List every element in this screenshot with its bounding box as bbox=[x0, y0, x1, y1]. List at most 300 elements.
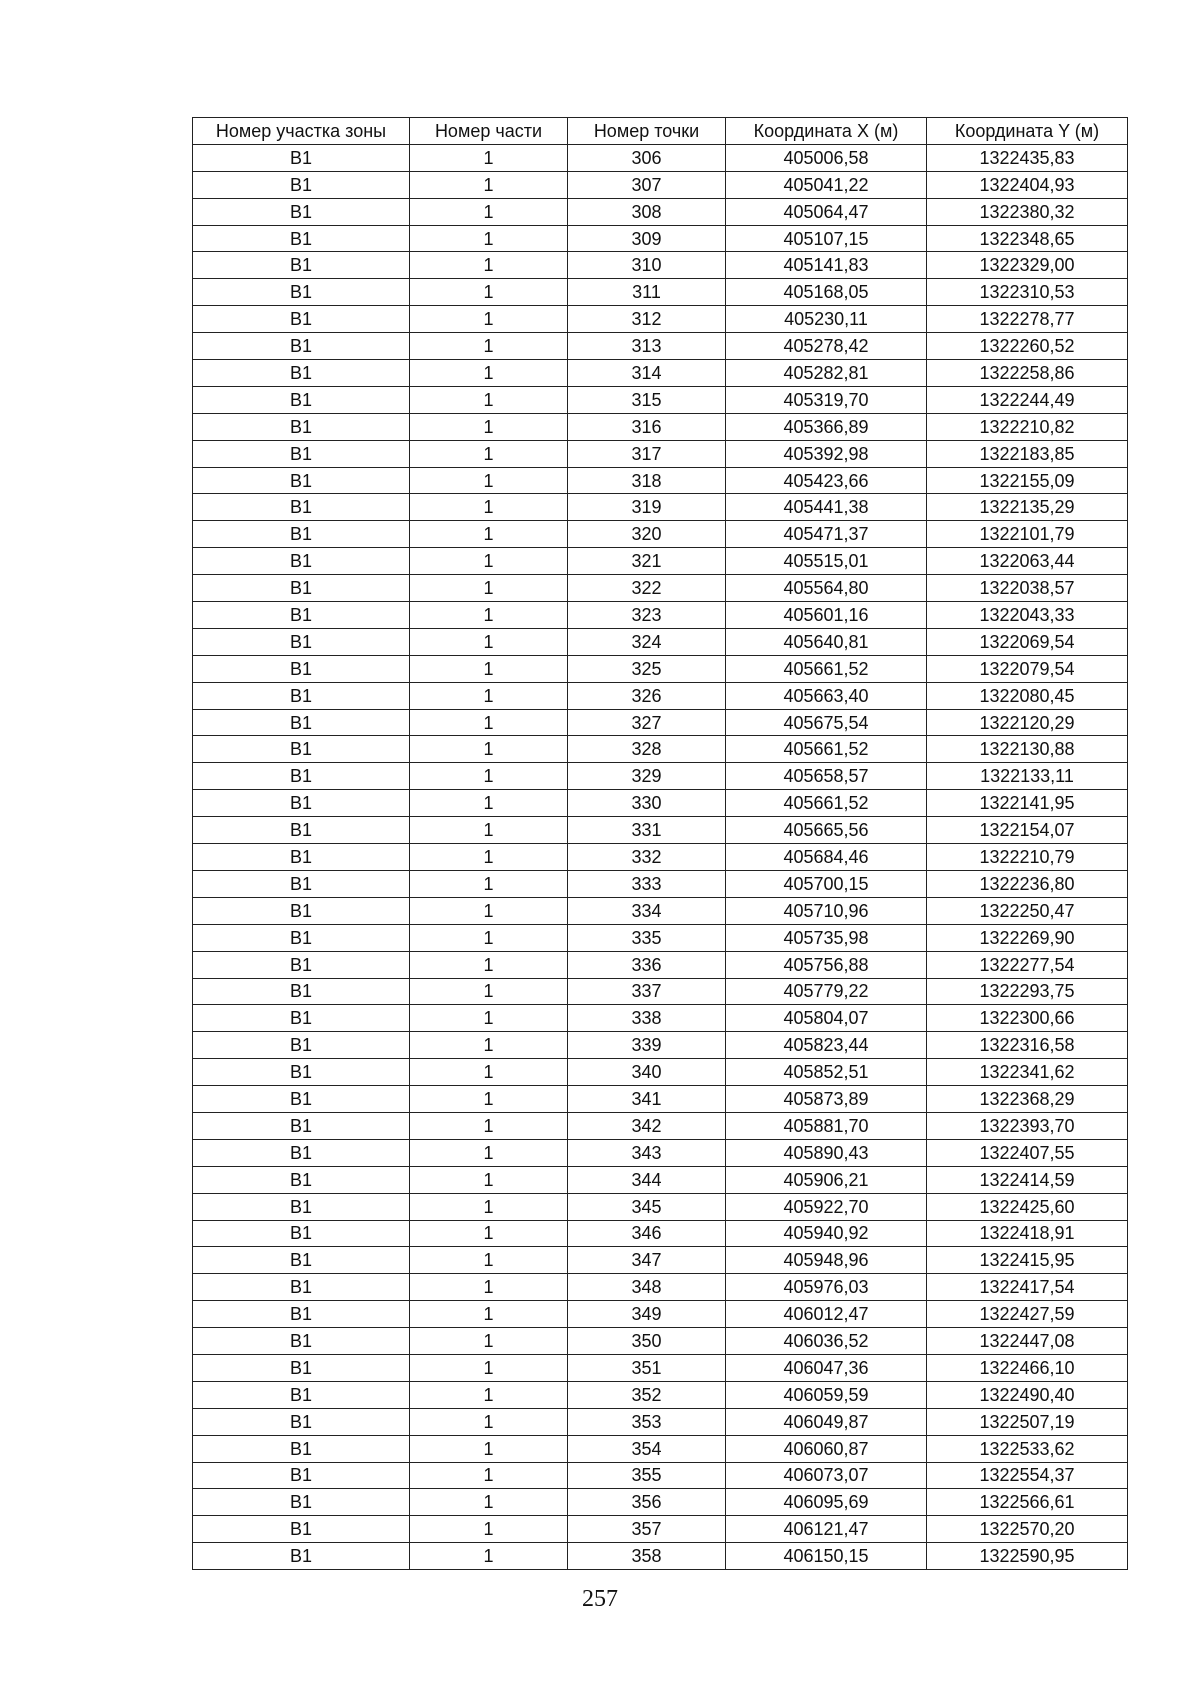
coordinate-x-cell: 405168,05 bbox=[726, 279, 927, 306]
coordinate-x-cell: 405441,38 bbox=[726, 494, 927, 521]
coordinate-x-cell: 405658,57 bbox=[726, 763, 927, 790]
part-number-cell: 1 bbox=[410, 1301, 568, 1328]
zone-section-cell: В1 bbox=[193, 467, 410, 494]
zone-section-cell: В1 bbox=[193, 171, 410, 198]
part-number-cell: 1 bbox=[410, 198, 568, 225]
table-row bbox=[193, 306, 1128, 333]
table-row bbox=[193, 951, 1128, 978]
coordinate-y-cell: 1322210,79 bbox=[927, 844, 1128, 871]
zone-section-cell: В1 bbox=[193, 279, 410, 306]
coordinate-y-cell: 1322130,88 bbox=[927, 736, 1128, 763]
coordinate-y-cell: 1322533,62 bbox=[927, 1435, 1128, 1462]
coordinate-x-cell: 405564,80 bbox=[726, 575, 927, 602]
part-number-cell: 1 bbox=[410, 1220, 568, 1247]
table-row bbox=[193, 386, 1128, 413]
zone-section-cell: В1 bbox=[193, 521, 410, 548]
coordinate-y-cell: 1322079,54 bbox=[927, 655, 1128, 682]
part-number-cell: 1 bbox=[410, 1381, 568, 1408]
coordinate-y-cell: 1322183,85 bbox=[927, 440, 1128, 467]
zone-section-cell: В1 bbox=[193, 1462, 410, 1489]
zone-section-cell: В1 bbox=[193, 1005, 410, 1032]
zone-section-cell: В1 bbox=[193, 1489, 410, 1516]
table-row bbox=[193, 1435, 1128, 1462]
coordinate-y-cell: 1322407,55 bbox=[927, 1139, 1128, 1166]
coordinate-y-cell: 1322415,95 bbox=[927, 1247, 1128, 1274]
point-number-cell: 318 bbox=[568, 467, 726, 494]
zone-section-cell: В1 bbox=[193, 978, 410, 1005]
coordinate-y-cell: 1322080,45 bbox=[927, 682, 1128, 709]
part-number-cell: 1 bbox=[410, 1032, 568, 1059]
point-number-cell: 309 bbox=[568, 225, 726, 252]
zone-section-cell: В1 bbox=[193, 548, 410, 575]
zone-section-cell: В1 bbox=[193, 144, 410, 171]
zone-section-cell: В1 bbox=[193, 1354, 410, 1381]
table-row bbox=[193, 844, 1128, 871]
coordinate-x-cell: 406012,47 bbox=[726, 1301, 927, 1328]
coordinate-y-cell: 1322236,80 bbox=[927, 870, 1128, 897]
zone-section-cell: В1 bbox=[193, 1059, 410, 1086]
table-row bbox=[193, 709, 1128, 736]
coordinate-y-cell: 1322210,82 bbox=[927, 413, 1128, 440]
coordinate-x-cell: 405779,22 bbox=[726, 978, 927, 1005]
coordinate-x-cell: 406060,87 bbox=[726, 1435, 927, 1462]
part-number-cell: 1 bbox=[410, 1193, 568, 1220]
part-number-cell: 1 bbox=[410, 1489, 568, 1516]
zone-section-cell: В1 bbox=[193, 494, 410, 521]
coordinate-x-cell: 406047,36 bbox=[726, 1354, 927, 1381]
part-number-cell: 1 bbox=[410, 763, 568, 790]
table-row bbox=[193, 1462, 1128, 1489]
point-number-cell: 319 bbox=[568, 494, 726, 521]
part-number-cell: 1 bbox=[410, 467, 568, 494]
point-number-cell: 311 bbox=[568, 279, 726, 306]
point-number-cell: 336 bbox=[568, 951, 726, 978]
point-number-cell: 358 bbox=[568, 1543, 726, 1570]
part-number-cell: 1 bbox=[410, 682, 568, 709]
coordinate-x-cell: 405661,52 bbox=[726, 655, 927, 682]
coordinate-x-cell: 406073,07 bbox=[726, 1462, 927, 1489]
table-row bbox=[193, 1247, 1128, 1274]
zone-section-cell: В1 bbox=[193, 225, 410, 252]
coordinate-y-cell: 1322380,32 bbox=[927, 198, 1128, 225]
part-number-cell: 1 bbox=[410, 736, 568, 763]
part-number-cell: 1 bbox=[410, 171, 568, 198]
part-number-cell: 1 bbox=[410, 1139, 568, 1166]
coordinate-y-cell: 1322310,53 bbox=[927, 279, 1128, 306]
part-number-cell: 1 bbox=[410, 655, 568, 682]
point-number-cell: 329 bbox=[568, 763, 726, 790]
table-header-row bbox=[193, 118, 1128, 145]
point-number-cell: 307 bbox=[568, 171, 726, 198]
table-row bbox=[193, 978, 1128, 1005]
part-number-cell: 1 bbox=[410, 709, 568, 736]
zone-section-cell: В1 bbox=[193, 1166, 410, 1193]
coordinate-x-cell: 405873,89 bbox=[726, 1086, 927, 1113]
coordinate-y-cell: 1322269,90 bbox=[927, 924, 1128, 951]
coordinate-y-cell: 1322554,37 bbox=[927, 1462, 1128, 1489]
table-row bbox=[193, 602, 1128, 629]
coordinate-y-cell: 1322244,49 bbox=[927, 386, 1128, 413]
coordinate-x-cell: 405890,43 bbox=[726, 1139, 927, 1166]
header-part-number: Номер части bbox=[410, 118, 568, 145]
table-row bbox=[193, 817, 1128, 844]
coordinate-y-cell: 1322101,79 bbox=[927, 521, 1128, 548]
table-row bbox=[193, 279, 1128, 306]
point-number-cell: 344 bbox=[568, 1166, 726, 1193]
table-row bbox=[193, 924, 1128, 951]
table-row bbox=[193, 252, 1128, 279]
table-row bbox=[193, 1408, 1128, 1435]
table-row bbox=[193, 1328, 1128, 1355]
part-number-cell: 1 bbox=[410, 1059, 568, 1086]
table-row bbox=[193, 440, 1128, 467]
zone-section-cell: В1 bbox=[193, 1435, 410, 1462]
zone-section-cell: В1 bbox=[193, 1301, 410, 1328]
table-row bbox=[193, 521, 1128, 548]
part-number-cell: 1 bbox=[410, 575, 568, 602]
point-number-cell: 330 bbox=[568, 790, 726, 817]
zone-section-cell: В1 bbox=[193, 575, 410, 602]
coordinate-x-cell: 405940,92 bbox=[726, 1220, 927, 1247]
coordinate-x-cell: 405852,51 bbox=[726, 1059, 927, 1086]
part-number-cell: 1 bbox=[410, 225, 568, 252]
coordinate-x-cell: 405948,96 bbox=[726, 1247, 927, 1274]
point-number-cell: 337 bbox=[568, 978, 726, 1005]
point-number-cell: 331 bbox=[568, 817, 726, 844]
coordinate-y-cell: 1322258,86 bbox=[927, 360, 1128, 387]
part-number-cell: 1 bbox=[410, 548, 568, 575]
coordinate-y-cell: 1322414,59 bbox=[927, 1166, 1128, 1193]
header-coordinate-x: Координата X (м) bbox=[726, 118, 927, 145]
coordinate-x-cell: 405041,22 bbox=[726, 171, 927, 198]
coordinate-x-cell: 406121,47 bbox=[726, 1516, 927, 1543]
coordinate-x-cell: 405282,81 bbox=[726, 360, 927, 387]
part-number-cell: 1 bbox=[410, 333, 568, 360]
table-row bbox=[193, 1543, 1128, 1570]
table-row bbox=[193, 790, 1128, 817]
part-number-cell: 1 bbox=[410, 924, 568, 951]
coordinate-y-cell: 1322570,20 bbox=[927, 1516, 1128, 1543]
table-row bbox=[193, 1139, 1128, 1166]
point-number-cell: 317 bbox=[568, 440, 726, 467]
part-number-cell: 1 bbox=[410, 817, 568, 844]
zone-section-cell: В1 bbox=[193, 252, 410, 279]
point-number-cell: 355 bbox=[568, 1462, 726, 1489]
part-number-cell: 1 bbox=[410, 1408, 568, 1435]
point-number-cell: 313 bbox=[568, 333, 726, 360]
part-number-cell: 1 bbox=[410, 1247, 568, 1274]
part-number-cell: 1 bbox=[410, 521, 568, 548]
coordinate-y-cell: 1322120,29 bbox=[927, 709, 1128, 736]
point-number-cell: 323 bbox=[568, 602, 726, 629]
coordinate-x-cell: 405710,96 bbox=[726, 897, 927, 924]
point-number-cell: 324 bbox=[568, 628, 726, 655]
coordinate-x-cell: 406059,59 bbox=[726, 1381, 927, 1408]
table-body bbox=[193, 144, 1128, 1569]
part-number-cell: 1 bbox=[410, 897, 568, 924]
point-number-cell: 321 bbox=[568, 548, 726, 575]
coordinate-x-cell: 405601,16 bbox=[726, 602, 927, 629]
point-number-cell: 340 bbox=[568, 1059, 726, 1086]
part-number-cell: 1 bbox=[410, 870, 568, 897]
point-number-cell: 342 bbox=[568, 1112, 726, 1139]
coordinate-y-cell: 1322300,66 bbox=[927, 1005, 1128, 1032]
point-number-cell: 334 bbox=[568, 897, 726, 924]
coordinate-x-cell: 405684,46 bbox=[726, 844, 927, 871]
coordinate-y-cell: 1322278,77 bbox=[927, 306, 1128, 333]
table-row bbox=[193, 736, 1128, 763]
table-row bbox=[193, 1220, 1128, 1247]
zone-section-cell: В1 bbox=[193, 709, 410, 736]
coordinate-x-cell: 405366,89 bbox=[726, 413, 927, 440]
coordinate-x-cell: 405906,21 bbox=[726, 1166, 927, 1193]
part-number-cell: 1 bbox=[410, 306, 568, 333]
part-number-cell: 1 bbox=[410, 494, 568, 521]
point-number-cell: 352 bbox=[568, 1381, 726, 1408]
zone-section-cell: В1 bbox=[193, 1112, 410, 1139]
coordinate-x-cell: 405107,15 bbox=[726, 225, 927, 252]
zone-section-cell: В1 bbox=[193, 1247, 410, 1274]
part-number-cell: 1 bbox=[410, 144, 568, 171]
table-row bbox=[193, 575, 1128, 602]
table-row bbox=[193, 655, 1128, 682]
table-row bbox=[193, 1381, 1128, 1408]
part-number-cell: 1 bbox=[410, 1462, 568, 1489]
coordinate-y-cell: 1322133,11 bbox=[927, 763, 1128, 790]
coordinate-y-cell: 1322425,60 bbox=[927, 1193, 1128, 1220]
zone-section-cell: В1 bbox=[193, 1032, 410, 1059]
table-row bbox=[193, 1005, 1128, 1032]
part-number-cell: 1 bbox=[410, 844, 568, 871]
coordinate-x-cell: 405141,83 bbox=[726, 252, 927, 279]
table-row bbox=[193, 144, 1128, 171]
coordinate-y-cell: 1322154,07 bbox=[927, 817, 1128, 844]
point-number-cell: 320 bbox=[568, 521, 726, 548]
part-number-cell: 1 bbox=[410, 386, 568, 413]
coordinate-y-cell: 1322341,62 bbox=[927, 1059, 1128, 1086]
part-number-cell: 1 bbox=[410, 951, 568, 978]
coordinate-x-cell: 405006,58 bbox=[726, 144, 927, 171]
zone-section-cell: В1 bbox=[193, 198, 410, 225]
coordinate-y-cell: 1322490,40 bbox=[927, 1381, 1128, 1408]
coordinate-y-cell: 1322348,65 bbox=[927, 225, 1128, 252]
coordinate-x-cell: 406095,69 bbox=[726, 1489, 927, 1516]
part-number-cell: 1 bbox=[410, 440, 568, 467]
table-row bbox=[193, 870, 1128, 897]
table-row bbox=[193, 897, 1128, 924]
coordinate-x-cell: 405823,44 bbox=[726, 1032, 927, 1059]
coordinate-y-cell: 1322260,52 bbox=[927, 333, 1128, 360]
zone-section-cell: В1 bbox=[193, 1381, 410, 1408]
point-number-cell: 328 bbox=[568, 736, 726, 763]
coordinate-y-cell: 1322447,08 bbox=[927, 1328, 1128, 1355]
coordinate-x-cell: 405515,01 bbox=[726, 548, 927, 575]
point-number-cell: 346 bbox=[568, 1220, 726, 1247]
point-number-cell: 333 bbox=[568, 870, 726, 897]
table-row bbox=[193, 1301, 1128, 1328]
table-row bbox=[193, 1516, 1128, 1543]
point-number-cell: 353 bbox=[568, 1408, 726, 1435]
part-number-cell: 1 bbox=[410, 413, 568, 440]
coordinate-y-cell: 1322435,83 bbox=[927, 144, 1128, 171]
zone-section-cell: В1 bbox=[193, 306, 410, 333]
point-number-cell: 326 bbox=[568, 682, 726, 709]
point-number-cell: 314 bbox=[568, 360, 726, 387]
point-number-cell: 345 bbox=[568, 1193, 726, 1220]
zone-section-cell: В1 bbox=[193, 360, 410, 387]
zone-section-cell: В1 bbox=[193, 386, 410, 413]
part-number-cell: 1 bbox=[410, 1005, 568, 1032]
point-number-cell: 332 bbox=[568, 844, 726, 871]
table-row bbox=[193, 1193, 1128, 1220]
point-number-cell: 335 bbox=[568, 924, 726, 951]
coordinate-x-cell: 405471,37 bbox=[726, 521, 927, 548]
coordinate-y-cell: 1322566,61 bbox=[927, 1489, 1128, 1516]
coordinate-x-cell: 405700,15 bbox=[726, 870, 927, 897]
coordinate-y-cell: 1322135,29 bbox=[927, 494, 1128, 521]
table-row bbox=[193, 1032, 1128, 1059]
zone-section-cell: В1 bbox=[193, 1543, 410, 1570]
zone-section-cell: В1 bbox=[193, 736, 410, 763]
coordinate-y-cell: 1322277,54 bbox=[927, 951, 1128, 978]
point-number-cell: 322 bbox=[568, 575, 726, 602]
zone-section-cell: В1 bbox=[193, 602, 410, 629]
table-row bbox=[193, 360, 1128, 387]
table-row bbox=[193, 225, 1128, 252]
coordinate-y-cell: 1322417,54 bbox=[927, 1274, 1128, 1301]
coordinate-y-cell: 1322466,10 bbox=[927, 1354, 1128, 1381]
header-zone-section: Номер участка зоны bbox=[193, 118, 410, 145]
coordinate-x-cell: 405661,52 bbox=[726, 790, 927, 817]
coordinate-x-cell: 405661,52 bbox=[726, 736, 927, 763]
coordinate-y-cell: 1322141,95 bbox=[927, 790, 1128, 817]
part-number-cell: 1 bbox=[410, 1166, 568, 1193]
part-number-cell: 1 bbox=[410, 252, 568, 279]
coordinate-y-cell: 1322250,47 bbox=[927, 897, 1128, 924]
table-row bbox=[193, 682, 1128, 709]
coordinate-x-cell: 405735,98 bbox=[726, 924, 927, 951]
coordinate-y-cell: 1322368,29 bbox=[927, 1086, 1128, 1113]
part-number-cell: 1 bbox=[410, 1354, 568, 1381]
part-number-cell: 1 bbox=[410, 628, 568, 655]
table-row bbox=[193, 198, 1128, 225]
part-number-cell: 1 bbox=[410, 1435, 568, 1462]
part-number-cell: 1 bbox=[410, 1086, 568, 1113]
coordinate-x-cell: 405278,42 bbox=[726, 333, 927, 360]
part-number-cell: 1 bbox=[410, 279, 568, 306]
part-number-cell: 1 bbox=[410, 1516, 568, 1543]
coordinate-y-cell: 1322590,95 bbox=[927, 1543, 1128, 1570]
coordinate-y-cell: 1322418,91 bbox=[927, 1220, 1128, 1247]
coordinate-x-cell: 405881,70 bbox=[726, 1112, 927, 1139]
point-number-cell: 308 bbox=[568, 198, 726, 225]
zone-section-cell: В1 bbox=[193, 844, 410, 871]
table-row bbox=[193, 628, 1128, 655]
coordinate-x-cell: 405392,98 bbox=[726, 440, 927, 467]
coordinate-y-cell: 1322393,70 bbox=[927, 1112, 1128, 1139]
header-point-number: Номер точки bbox=[568, 118, 726, 145]
zone-section-cell: В1 bbox=[193, 951, 410, 978]
coordinate-x-cell: 406049,87 bbox=[726, 1408, 927, 1435]
coordinate-y-cell: 1322404,93 bbox=[927, 171, 1128, 198]
part-number-cell: 1 bbox=[410, 1328, 568, 1355]
zone-section-cell: В1 bbox=[193, 763, 410, 790]
coordinate-x-cell: 405064,47 bbox=[726, 198, 927, 225]
zone-section-cell: В1 bbox=[193, 1220, 410, 1247]
zone-section-cell: В1 bbox=[193, 628, 410, 655]
coordinate-y-cell: 1322329,00 bbox=[927, 252, 1128, 279]
table-row bbox=[193, 333, 1128, 360]
coordinate-x-cell: 405756,88 bbox=[726, 951, 927, 978]
zone-section-cell: В1 bbox=[193, 1193, 410, 1220]
coordinate-x-cell: 405804,07 bbox=[726, 1005, 927, 1032]
point-number-cell: 351 bbox=[568, 1354, 726, 1381]
zone-section-cell: В1 bbox=[193, 1274, 410, 1301]
table-row bbox=[193, 763, 1128, 790]
point-number-cell: 339 bbox=[568, 1032, 726, 1059]
point-number-cell: 341 bbox=[568, 1086, 726, 1113]
coordinate-x-cell: 405675,54 bbox=[726, 709, 927, 736]
part-number-cell: 1 bbox=[410, 978, 568, 1005]
point-number-cell: 350 bbox=[568, 1328, 726, 1355]
coordinate-x-cell: 405230,11 bbox=[726, 306, 927, 333]
table-row bbox=[193, 1274, 1128, 1301]
part-number-cell: 1 bbox=[410, 1112, 568, 1139]
coordinate-y-cell: 1322507,19 bbox=[927, 1408, 1128, 1435]
coordinate-x-cell: 405319,70 bbox=[726, 386, 927, 413]
table-row bbox=[193, 1354, 1128, 1381]
table-row bbox=[193, 1086, 1128, 1113]
header-coordinate-y: Координата Y (м) bbox=[927, 118, 1128, 145]
part-number-cell: 1 bbox=[410, 360, 568, 387]
table-row bbox=[193, 1059, 1128, 1086]
coordinate-y-cell: 1322293,75 bbox=[927, 978, 1128, 1005]
point-number-cell: 327 bbox=[568, 709, 726, 736]
zone-section-cell: В1 bbox=[193, 413, 410, 440]
table-row bbox=[193, 467, 1128, 494]
zone-section-cell: В1 bbox=[193, 1139, 410, 1166]
zone-section-cell: В1 bbox=[193, 790, 410, 817]
zone-section-cell: В1 bbox=[193, 897, 410, 924]
coordinate-x-cell: 405663,40 bbox=[726, 682, 927, 709]
coordinate-y-cell: 1322069,54 bbox=[927, 628, 1128, 655]
point-number-cell: 356 bbox=[568, 1489, 726, 1516]
point-number-cell: 343 bbox=[568, 1139, 726, 1166]
point-number-cell: 354 bbox=[568, 1435, 726, 1462]
zone-section-cell: В1 bbox=[193, 1086, 410, 1113]
coordinate-y-cell: 1322155,09 bbox=[927, 467, 1128, 494]
zone-section-cell: В1 bbox=[193, 1516, 410, 1543]
coordinate-y-cell: 1322427,59 bbox=[927, 1301, 1128, 1328]
coordinate-x-cell: 406150,15 bbox=[726, 1543, 927, 1570]
coordinate-x-cell: 406036,52 bbox=[726, 1328, 927, 1355]
zone-section-cell: В1 bbox=[193, 440, 410, 467]
table-row bbox=[193, 413, 1128, 440]
part-number-cell: 1 bbox=[410, 602, 568, 629]
zone-section-cell: В1 bbox=[193, 655, 410, 682]
table-row bbox=[193, 548, 1128, 575]
coordinate-x-cell: 405640,81 bbox=[726, 628, 927, 655]
coordinate-x-cell: 405922,70 bbox=[726, 1193, 927, 1220]
point-number-cell: 347 bbox=[568, 1247, 726, 1274]
coordinates-table bbox=[192, 117, 1128, 1570]
part-number-cell: 1 bbox=[410, 790, 568, 817]
point-number-cell: 338 bbox=[568, 1005, 726, 1032]
page-number: 257 bbox=[582, 1586, 618, 1612]
point-number-cell: 357 bbox=[568, 1516, 726, 1543]
table-row bbox=[193, 1166, 1128, 1193]
coordinate-y-cell: 1322063,44 bbox=[927, 548, 1128, 575]
